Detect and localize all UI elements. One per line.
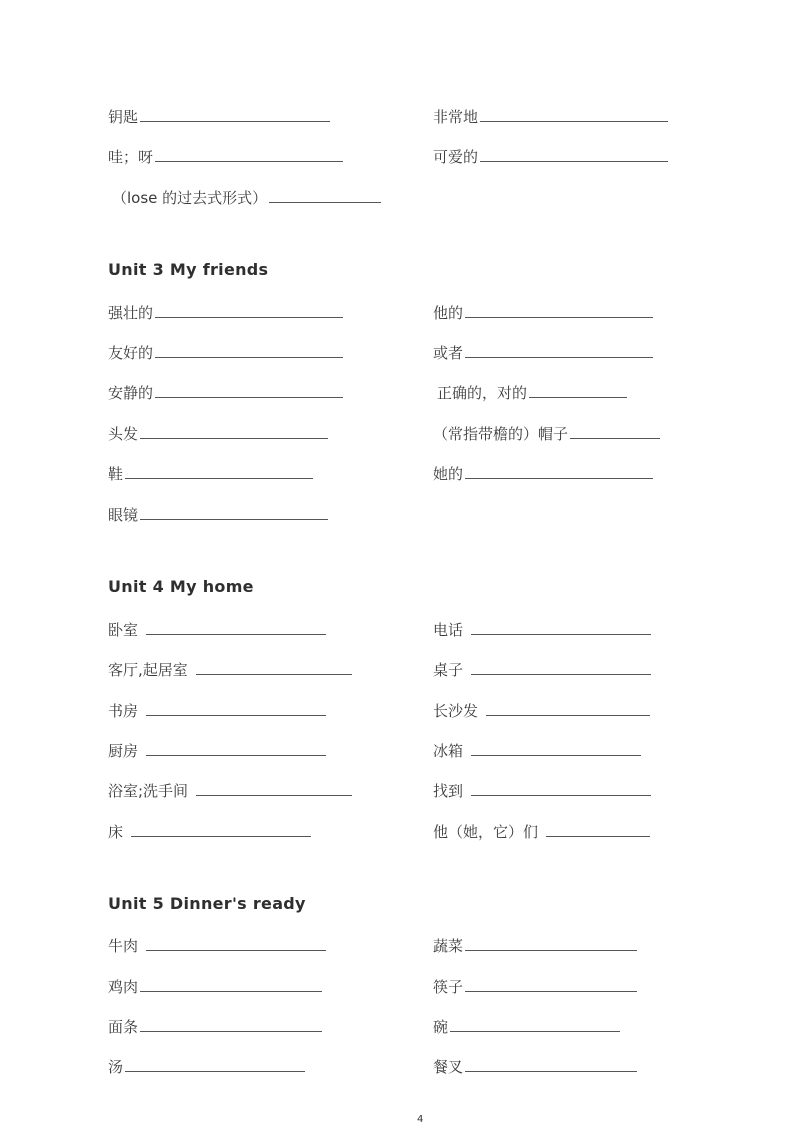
vocab-item — [433, 700, 650, 721]
vocab-item — [108, 935, 326, 956]
vocab-label: （常指带檐的）帽子 — [433, 425, 569, 443]
vocab-label: 卧室 — [108, 621, 139, 639]
answer-blank[interactable] — [155, 302, 343, 318]
vocab-label: 厨房 — [108, 742, 139, 760]
vocab-label: 长沙发 — [433, 702, 479, 720]
answer-blank[interactable] — [140, 423, 328, 439]
vocab-label: 汤 — [108, 1058, 124, 1076]
vocab-item — [433, 106, 668, 127]
vocab-item — [108, 106, 330, 127]
vocab-label: 钥匙 — [108, 108, 139, 126]
answer-blank[interactable] — [471, 780, 651, 796]
answer-blank[interactable] — [125, 1056, 305, 1072]
answer-blank[interactable] — [570, 423, 660, 439]
vocab-label: 他的 — [433, 304, 464, 322]
vocab-label: 正确的，对的 — [437, 384, 528, 402]
answer-blank[interactable] — [155, 382, 343, 398]
vocab-item — [112, 187, 381, 208]
answer-blank[interactable] — [131, 821, 311, 837]
answer-blank[interactable] — [196, 780, 352, 796]
answer-blank[interactable] — [146, 700, 326, 716]
answer-blank[interactable] — [155, 146, 343, 162]
vocab-item — [108, 740, 326, 761]
vocab-item — [433, 780, 651, 801]
vocab-label: 碗 — [433, 1018, 449, 1036]
vocab-label: 可爱的 — [433, 148, 479, 166]
vocab-label: 书房 — [108, 702, 139, 720]
vocab-label: 安静的 — [108, 384, 154, 402]
vocab-label: 餐叉 — [433, 1058, 464, 1076]
vocab-item — [108, 780, 352, 801]
vocab-item — [108, 302, 343, 323]
vocab-label: 头发 — [108, 425, 139, 443]
vocab-item — [108, 619, 326, 640]
vocab-item — [433, 423, 660, 444]
answer-blank[interactable] — [146, 619, 326, 635]
vocab-item — [108, 700, 326, 721]
unit-heading: Unit 5 Dinner's ready — [108, 894, 306, 913]
answer-blank[interactable] — [480, 146, 668, 162]
vocab-item — [108, 1016, 322, 1037]
vocab-label: 她的 — [433, 465, 464, 483]
answer-blank[interactable] — [125, 463, 313, 479]
vocab-item — [433, 302, 653, 323]
answer-blank[interactable] — [529, 382, 627, 398]
vocab-label: 鸡肉 — [108, 978, 139, 996]
vocab-item — [437, 382, 627, 403]
answer-blank[interactable] — [450, 1016, 620, 1032]
answer-blank[interactable] — [146, 935, 326, 951]
answer-blank[interactable] — [140, 976, 322, 992]
answer-blank[interactable] — [471, 659, 651, 675]
unit-heading: Unit 4 My home — [108, 577, 254, 596]
answer-blank[interactable] — [546, 821, 650, 837]
vocab-label: 筷子 — [433, 978, 464, 996]
answer-blank[interactable] — [465, 463, 653, 479]
vocab-item — [433, 463, 653, 484]
vocab-label: 强壮的 — [108, 304, 154, 322]
answer-blank[interactable] — [269, 187, 381, 203]
page-number: 4 — [417, 1114, 424, 1125]
vocab-item — [433, 659, 651, 680]
vocab-item — [108, 1056, 305, 1077]
vocab-label: 电话 — [433, 621, 464, 639]
vocab-label: 面条 — [108, 1018, 139, 1036]
vocab-item — [433, 1056, 637, 1077]
vocab-label: 冰箱 — [433, 742, 464, 760]
answer-blank[interactable] — [140, 1016, 322, 1032]
answer-blank[interactable] — [471, 619, 651, 635]
vocab-label: 非常地 — [433, 108, 479, 126]
vocab-label: 眼镜 — [108, 506, 139, 524]
answer-blank[interactable] — [196, 659, 352, 675]
vocab-label: 友好的 — [108, 344, 154, 362]
vocab-label: 哇；呀 — [108, 148, 154, 166]
vocab-label: 或者 — [433, 344, 464, 362]
vocab-item — [433, 935, 637, 956]
answer-blank[interactable] — [140, 106, 330, 122]
answer-blank[interactable] — [486, 700, 650, 716]
vocab-label: 找到 — [433, 782, 464, 800]
vocab-item — [433, 146, 668, 167]
answer-blank[interactable] — [465, 976, 637, 992]
vocab-item — [108, 463, 313, 484]
vocab-label: 桌子 — [433, 661, 464, 679]
vocab-item — [433, 1016, 620, 1037]
vocab-item — [433, 740, 641, 761]
vocab-item — [108, 382, 343, 403]
answer-blank[interactable] — [465, 302, 653, 318]
answer-blank[interactable] — [465, 342, 653, 358]
vocab-item — [108, 146, 343, 167]
vocab-label: 鞋 — [108, 465, 124, 483]
vocab-item — [108, 504, 328, 525]
vocab-item — [433, 821, 650, 842]
vocab-item — [433, 619, 651, 640]
vocab-label: 蔬菜 — [433, 937, 464, 955]
answer-blank[interactable] — [155, 342, 343, 358]
answer-blank[interactable] — [471, 740, 641, 756]
answer-blank[interactable] — [465, 1056, 637, 1072]
unit-heading: Unit 3 My friends — [108, 260, 269, 279]
vocab-label: 床 — [108, 823, 124, 841]
vocab-item — [108, 423, 328, 444]
vocab-item — [108, 659, 352, 680]
vocab-item — [108, 821, 311, 842]
vocab-label: 他（她，它）们 — [433, 823, 539, 841]
answer-blank[interactable] — [465, 935, 637, 951]
vocab-label: （lose 的过去式形式） — [112, 189, 268, 207]
vocab-item — [108, 976, 322, 997]
vocab-item — [108, 342, 343, 363]
vocab-label: 浴室;洗手间 — [108, 782, 189, 800]
vocab-label: 牛肉 — [108, 937, 139, 955]
answer-blank[interactable] — [146, 740, 326, 756]
answer-blank[interactable] — [480, 106, 668, 122]
answer-blank[interactable] — [140, 504, 328, 520]
vocab-item — [433, 342, 653, 363]
vocab-label: 客厅,起居室 — [108, 661, 188, 679]
vocab-item — [433, 976, 637, 997]
